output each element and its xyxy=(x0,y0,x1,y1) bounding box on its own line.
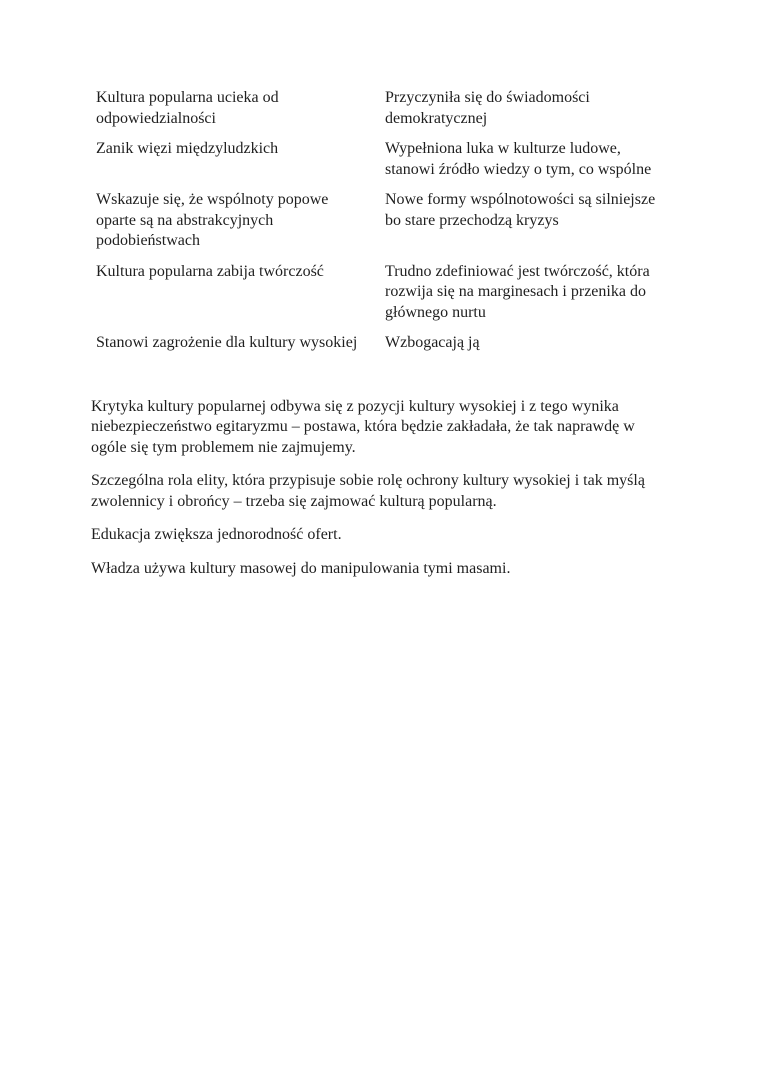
table-cell-left: Stanowi zagrożenie dla kultury wysokiej xyxy=(96,334,358,351)
table-cell-left: Kultura popularna ucieka od odpowiedzialności xyxy=(96,89,279,127)
table-cell-right: Nowe formy wspólnotowości są silniejsze bo stare przechodzą kryzys xyxy=(385,191,656,229)
table-cell-right: Wypełniona luka w kulturze ludowe, stanowi źródło wiedzy o tym, co wspólne xyxy=(385,140,652,178)
paragraph: Edukacja zwiększa jednorodność ofert. xyxy=(91,526,342,543)
table-cell-right: Wzbogacają ją xyxy=(385,334,480,351)
table-row xyxy=(91,139,669,190)
table-row xyxy=(91,333,669,364)
table-cell-left: Zanik więzi międzyludzkich xyxy=(96,140,279,157)
table-cell-right: Trudno zdefiniować jest twórczość, która rozwija się na marginesach i przenika do głównego nurtu xyxy=(385,262,650,321)
paragraph: Władza używa kultury masowej do manipulowania tymi masami. xyxy=(91,559,511,577)
table-row xyxy=(91,88,669,139)
table-cell-left: Kultura popularna zabija twórczość xyxy=(96,262,324,280)
table-cell-right: Przyczyniła się do świadomości demokratycznej xyxy=(385,89,590,127)
table-row xyxy=(91,262,669,334)
table-cell-left: Wskazuje się, że wspólnoty popowe oparte są na abstrakcyjnych podobieństwach xyxy=(96,191,329,249)
paragraph: Szczególna rola elity, która przypisuje sobie rolę ochrony kultury wysokiej i tak myślą zwolennicy i obrońcy – trzeba się zajmować kulturą popularną. xyxy=(91,472,645,510)
body-paragraphs xyxy=(91,397,669,580)
paragraph: Krytyka kultury popularnej odbywa się z pozycji kultury wysokiej i z tego wynika niebezpieczeństwo egitaryzmu – postawa, która będzie zakładała, że tak naprawdę w ogóle się tym problemem nie zajmujemy. xyxy=(91,397,635,456)
comparison-table xyxy=(91,88,669,364)
document-content xyxy=(91,88,669,592)
table-row xyxy=(91,190,669,262)
